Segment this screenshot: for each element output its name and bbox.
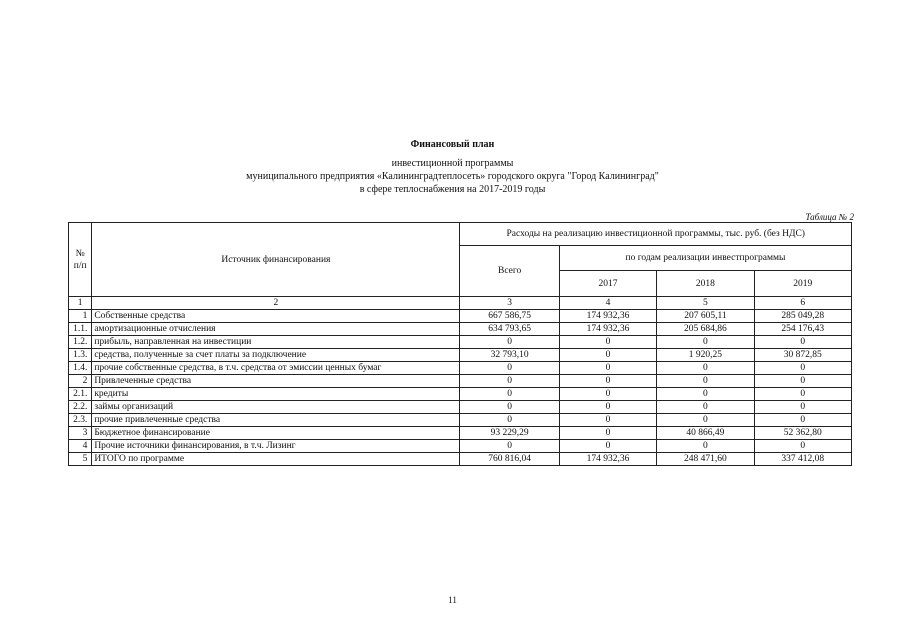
header-year-2018: 2018 [657, 271, 754, 297]
row-value-2018: 40 866,49 [657, 427, 754, 440]
row-value-2018: 0 [657, 388, 754, 401]
row-source: Собственные средства [92, 310, 460, 323]
row-total: 667 586,75 [460, 310, 559, 323]
row-number: 1.2. [69, 336, 92, 349]
column-index: 3 [460, 297, 559, 310]
row-value-2019: 337 412,08 [754, 453, 851, 466]
row-value-2018: 0 [657, 375, 754, 388]
row-value-2017: 0 [559, 427, 656, 440]
financial-plan-table [68, 222, 852, 466]
row-number: 1.1. [69, 323, 92, 336]
column-index: 1 [69, 297, 92, 310]
row-value-2018: 0 [657, 414, 754, 427]
row-number: 2.1. [69, 388, 92, 401]
row-total: 0 [460, 336, 559, 349]
row-value-2017: 174 932,36 [559, 310, 656, 323]
row-source: прочие привлеченные средства [92, 414, 460, 427]
row-total: 0 [460, 388, 559, 401]
row-number: 5 [69, 453, 92, 466]
row-number: 2 [69, 375, 92, 388]
row-value-2019: 254 176,43 [754, 323, 851, 336]
row-source: амортизационные отчисления [92, 323, 460, 336]
row-value-2019: 0 [754, 336, 851, 349]
row-total: 0 [460, 375, 559, 388]
page-number: 11 [448, 595, 457, 605]
document-subtitle-line-1: инвестиционной программы [391, 158, 514, 169]
table-row [69, 375, 852, 388]
row-source: Привлеченные средства [92, 375, 460, 388]
document-subtitle-line-2: муниципального предприятия «Калининградтеплосеть» городского округа "Город Калининград" [246, 171, 659, 182]
row-value-2017: 0 [559, 336, 656, 349]
document-subtitle-line-3: в сфере теплоснабжения на 2017-2019 годы [359, 184, 546, 195]
column-index-row [69, 297, 852, 310]
table-header-row [69, 223, 852, 246]
column-index: 4 [559, 297, 656, 310]
row-value-2019: 52 362,80 [754, 427, 851, 440]
row-value-2018: 0 [657, 362, 754, 375]
row-value-2017: 0 [559, 388, 656, 401]
table-row [69, 388, 852, 401]
table-row [69, 453, 852, 466]
row-number: 1.4. [69, 362, 92, 375]
row-source: средства, полученные за счет платы за подключение [92, 349, 460, 362]
row-value-2017: 0 [559, 349, 656, 362]
row-value-2017: 0 [559, 401, 656, 414]
header-source: Источник финансирования [92, 223, 460, 297]
row-value-2019: 285 049,28 [754, 310, 851, 323]
row-value-2017: 0 [559, 440, 656, 453]
row-total: 0 [460, 362, 559, 375]
row-total: 0 [460, 414, 559, 427]
row-value-2019: 0 [754, 388, 851, 401]
column-index: 5 [657, 297, 754, 310]
row-value-2019: 0 [754, 440, 851, 453]
row-value-2018: 1 920,25 [657, 349, 754, 362]
row-total: 760 816,04 [460, 453, 559, 466]
table-row [69, 401, 852, 414]
row-value-2018: 248 471,60 [657, 453, 754, 466]
row-number: 2.2. [69, 401, 92, 414]
row-number: 4 [69, 440, 92, 453]
table-row [69, 323, 852, 336]
row-source: Бюджетное финансирование [92, 427, 460, 440]
table-row [69, 336, 852, 349]
header-year-2019: 2019 [754, 271, 851, 297]
row-source: займы организаций [92, 401, 460, 414]
row-total: 634 793,65 [460, 323, 559, 336]
row-number: 1.3. [69, 349, 92, 362]
row-value-2018: 207 605,11 [657, 310, 754, 323]
table-number-label: Таблица № 2 [805, 212, 854, 222]
row-value-2018: 205 684,86 [657, 323, 754, 336]
row-number: 3 [69, 427, 92, 440]
header-total: Всего [460, 246, 559, 297]
row-number: 2.3. [69, 414, 92, 427]
row-value-2019: 0 [754, 375, 851, 388]
row-value-2017: 174 932,36 [559, 453, 656, 466]
row-number: 1 [69, 310, 92, 323]
row-value-2017: 0 [559, 414, 656, 427]
row-total: 93 229,29 [460, 427, 559, 440]
row-source: кредиты [92, 388, 460, 401]
table-row [69, 310, 852, 323]
document-title: Финансовый план [410, 139, 495, 150]
row-value-2019: 0 [754, 362, 851, 375]
column-index: 6 [754, 297, 851, 310]
table-row [69, 349, 852, 362]
row-value-2017: 0 [559, 375, 656, 388]
row-value-2017: 174 932,36 [559, 323, 656, 336]
row-value-2019: 30 872,85 [754, 349, 851, 362]
table-row [69, 414, 852, 427]
row-value-2018: 0 [657, 336, 754, 349]
row-total: 32 793,10 [460, 349, 559, 362]
table-row [69, 427, 852, 440]
column-index: 2 [92, 297, 460, 310]
header-year-2017: 2017 [559, 271, 656, 297]
row-source: прочие собственные средства, в т.ч. средства от эмиссии ценных бумаг [92, 362, 460, 375]
row-value-2019: 0 [754, 414, 851, 427]
row-value-2017: 0 [559, 362, 656, 375]
row-value-2019: 0 [754, 401, 851, 414]
row-value-2018: 0 [657, 440, 754, 453]
row-source: ИТОГО по программе [92, 453, 460, 466]
table-row [69, 440, 852, 453]
row-value-2018: 0 [657, 401, 754, 414]
table-row [69, 362, 852, 375]
header-number: № п/п [69, 223, 92, 297]
header-expenses: Расходы на реализацию инвестиционной программы, тыс. руб. (без НДС) [460, 223, 852, 246]
row-total: 0 [460, 401, 559, 414]
row-total: 0 [460, 440, 559, 453]
header-by-years: по годам реализации инвестпрограммы [559, 246, 851, 271]
row-source: прибыль, направленная на инвестиции [92, 336, 460, 349]
row-source: Прочие источники финансирования, в т.ч. Лизинг [92, 440, 460, 453]
